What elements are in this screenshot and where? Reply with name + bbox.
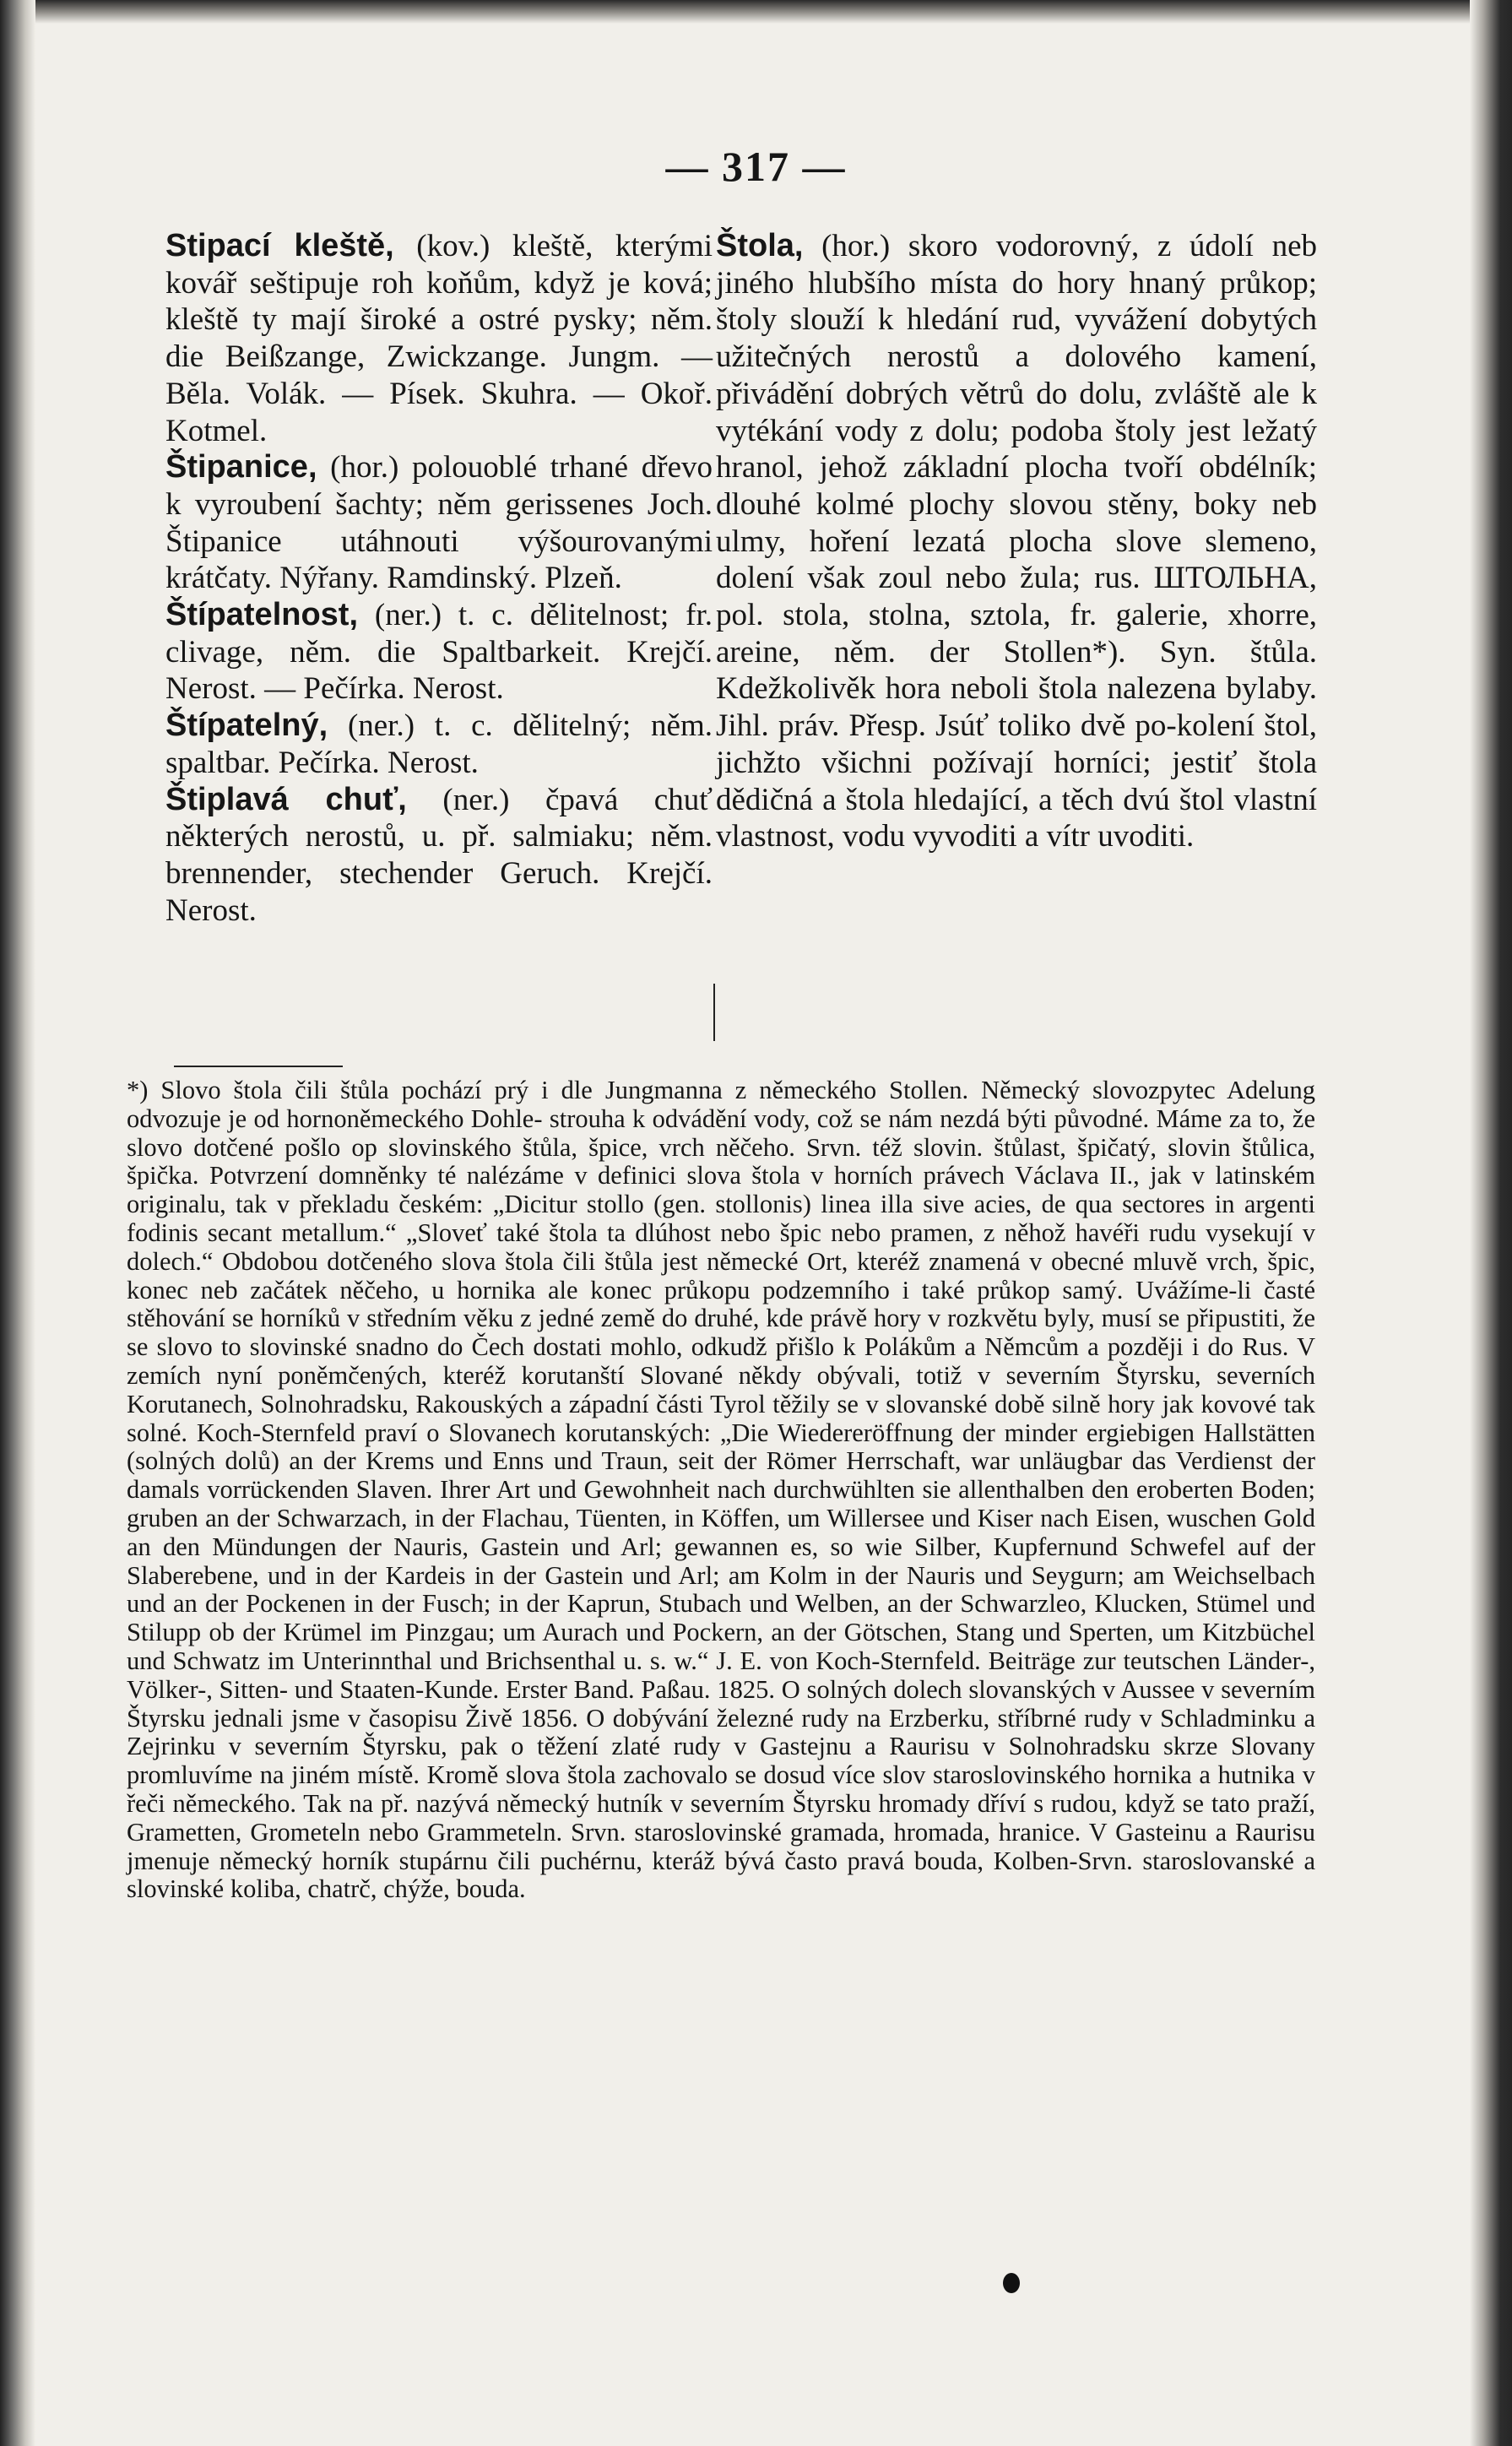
- entry-headword: Stipací kleště,: [165, 228, 394, 263]
- page-top-edge: [0, 0, 1512, 24]
- dictionary-entry: [165, 782, 713, 930]
- page-left-edge: [0, 0, 35, 2446]
- page-right-edge: [1470, 0, 1512, 2446]
- right-column: [716, 228, 1317, 855]
- entry-text: (kov.) kleště, kterými kovář seštipuje roh koňům, když je ková; kleště ty mají široké a ostré pysky; něm. die Beißzange, Zwickzange. Jungm. — Běla. Volák. — Písek. Skuhra. — Okoř. Kotmel.: [165, 229, 713, 448]
- entry-text: (hor.) polouoblé trhané dřevo k vyroubení šachty; něm gerissenes Joch. Štipanice utáhnouti výšourovanými krátčaty. Nýřany. Ramdinský. Plzeň.: [165, 450, 713, 596]
- footnote-paragraph: *) Slovo štola čili štůla pochází prý i dle Jungmanna z německého Stollen. Německý slovozpytec Adelung odvozuje je od hornoněmeckého Dohle- strouha k odvádění vody, což se nám nezdá býti původné. Máme za to, že slovo dotčené pošlo op slovinského štůla, špice, vrch něčeho. Srvn. též slovin. štůlast, špičatý, slovin štůlica, špička. Potvrzení domněnky té nalézáme v definici slova štola v horních právech Václava II., jak v latinském originalu, tak v překladu českém: „Dicitur stollo (gen. stollonis) linea illa sive acies, de qua sectores in argenti fodinis secant metallum.“ „Sloveť také štola ta dlúhost nebo špic nebo pramen, z něhož havéři rudu vysekují v dolech.“ Obdobou dotčeného slova štola čili štůla jest německé Ort, kteréž znamená v obecné mluvě vrch, špic, konec neb začátek něčeho, u hornika ale konec průkopu podzemního i také průkop samý. Uvážíme-li časté stěhování se horníků v středním věku z jedné země do druhé, kde právě hory v rozkvětu byly, musí se připustiti, že se slovo to slovinské snadno do Čech dostati mohlo, odkudž přišlo k Polákům a Němcům a později i do Rus. V zemích nyní poněmčených, kteréž korutanští Slované někdy obývali, totiž v severním Štyrsku, severních Korutanech, Solnohradsku, Rakouských a západní části Tyrol těžily se v slovanské době silně hory jak kovové tak solné. Koch-Sternfeld praví o Slovanech korutanských: „Die Wiedereröffnung der minder ergiebigen Hallstätten (solných dolů) an der Krems und Enns und Traun, seit der Römer Herrschaft, war unläugbar das Verdienst der damals vorrückenden Slaven. Ihrer Art und Gewohnheit nach durchwühlten sie allenthalben den eroberten Boden; gruben an der Schwarzach, in der Flachau, Tüenten, in Köffen, um Willersee und Kiser nach Eisen, wuschen Gold an den Mündungen der Nauris, Gastein und Arl; gewannen es, so wie Silber, Kupfernund Schwefel auf der Slaberebene, und in der Kardeis in der Gastein und Arl; am Kolm in der Nauris und Seygurn; am Weichselbach und an der Pockenen in der Fusch; in der Kaprun, Stubach und Welben, an der Schwarzleo, Klucken, Stümel und Stilupp ob der Krümel im Pinzgau; um Aurach und Pockern, an der Götschen, Stang und Sperten, um Kitzbüchel und Schwatz im Unterinnthal und Brichsenthal u. s. w.“ J. E. von Koch-Sternfeld. Beiträge zur teutschen Länder-, Völker-, Sitten- und Staaten-Kunde. Erster Band. Paßau. 1825. O solných dolech slovanských v Aussee v severním Štyrsku jednali jsme v časopisu Živě 1856. O dobývání železné rudy na Erzberku, stříbrné rudy v Schladminku a Zejrinku v severním Štyrsku, pak o těžení zlaté rudy v Gastejnu a Raurisu v Solnohradsku skrze Slovany promluvíme na jiném místě. Kromě slova štola zachovalo se dosud více slov staroslovinského hornika a hutnika v řeči německého. Tak na př. nazývá německý hutník v severním Štyrsku hromady dříví s rudou, když se tato praží, Grametten, Grometeln nebo Grammeteln. Srvn. staroslovinské gramada, hromada, hranice. V Gasteinu a Raurisu jmenuje německý horník stupárnu čili puchérnu, kteráž bývá často pravá bouda, Kolben-Srvn. staroslovanské a slovinské koliba, chatrč, chýže, bouda.: [127, 1076, 1315, 1904]
- dictionary-entry: [716, 228, 1317, 855]
- entry-headword: Štiplavá chuť,: [165, 781, 407, 817]
- entry-headword: Štípatelný,: [165, 708, 328, 744]
- ink-dot: [1003, 2273, 1020, 2293]
- dictionary-entry: [165, 449, 713, 597]
- footnote: [127, 1077, 1315, 1904]
- entry-headword: Štola,: [716, 228, 804, 263]
- dictionary-entry: [165, 708, 713, 781]
- page-number: — 317 —: [665, 143, 847, 190]
- column-separator: [713, 984, 715, 1041]
- entry-headword: Štípatelnost,: [165, 597, 359, 633]
- dictionary-entry: [165, 597, 713, 708]
- dictionary-entry: [165, 228, 713, 449]
- entry-text: (ner.) t. c. dělitelnost; fr. clivage, něm. die Spaltbarkeit. Krejčí. Nerost. — Pečírka. Nerost.: [165, 598, 713, 707]
- left-column: [165, 228, 713, 929]
- entry-text: (ner.) t. c. dělitelný; něm. spaltbar. Pečírka. Nerost.: [165, 708, 713, 780]
- footnote-rule: [174, 1066, 343, 1067]
- entry-headword: Štipanice,: [165, 449, 317, 485]
- entry-text: (ner.) čpavá chuť některých nerostů, u. př. salmiaku; něm. brennender, stechender Geruch. Krejčí. Nerost.: [165, 782, 713, 928]
- entry-text: (hor.) skoro vodorovný, z údolí neb jiného hlubšího místa do hory hnaný průkop; štoly slouží k hledání rud, vyvážení dobytých užitečných nerostů a dolového kamení, přivádění dobrých větrů do dolu, zvláště ale k vytékání vody z dolu; podoba štoly jest ležatý hranol, jehož základní plocha tvoří obdélník; dlouhé kolmé plochy slovou stěny, boky neb ulmy, hoření lezatá plocha slove slemeno, dolení však zoul nebo žula; rus. ШТОЛЬНА, pol. stola, stolna, sztola, fr. galerie, xhorre, areine, něm. der Stollen*). Syn. štůla. Kdežkolivěk hora neboli štola nalezena bylaby. Jihl. práv. Přesp. Jsúť toliko dvě po-kolení štol, jichžto všichni požívají horníci; jestiť štola dědičná a štola hledající, a těch dvú štol vlastní vlastnost, vodu vyvoditi a vítr uvoditi.: [716, 229, 1317, 854]
